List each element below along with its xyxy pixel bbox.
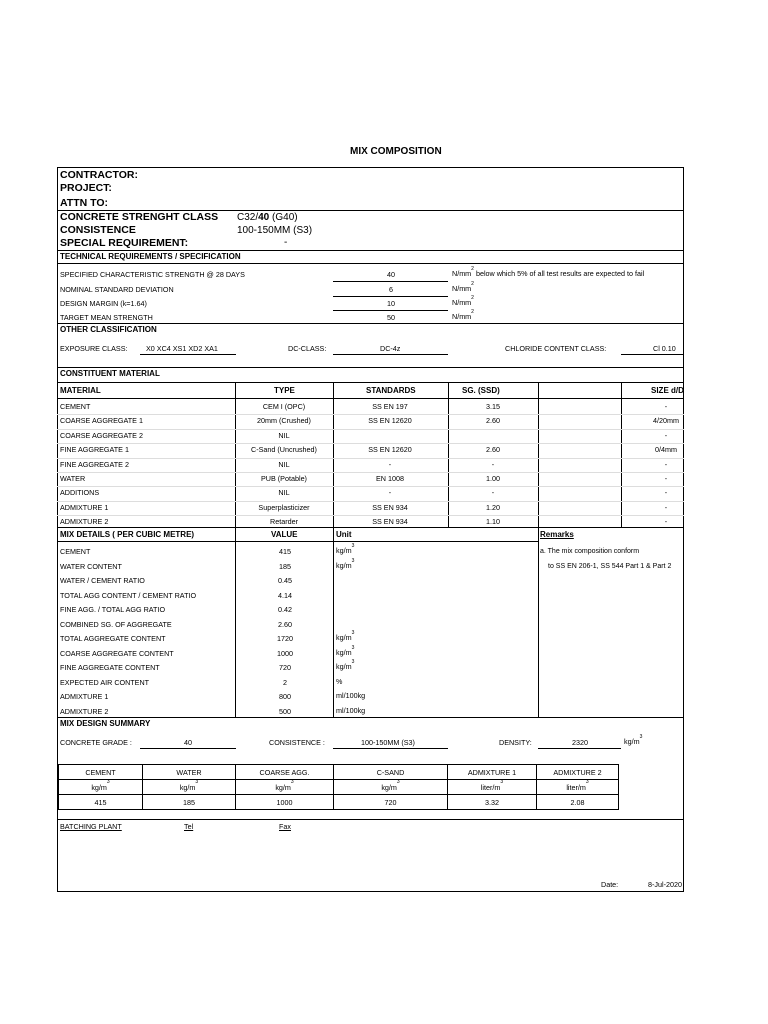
mix-label: COMBINED SG. OF AGGREGATE [60,620,172,629]
divider [57,717,684,718]
mix-unit: $kg/m^3$ [336,645,355,657]
summary-value: 1000 [236,795,334,810]
mix-value: 2.60 [278,620,292,629]
special-requirement-label: SPECIAL REQUIREMENT: [60,237,189,249]
tech-unit: $N/mm^2$ [452,281,474,293]
divider [57,541,539,542]
mix-label: FINE AGGREGATE CONTENT [60,663,160,672]
summary-header: ADMIXTURE 1 [448,765,537,780]
standard-cell: SS EN 197 [372,402,408,411]
mix-unit: % [336,677,343,686]
type-cell: NIL [278,431,290,440]
sg-cell: 2.60 [486,445,500,454]
sg-cell: 3.15 [486,402,500,411]
summary-header: C-SAND [334,765,448,780]
col-standards: STANDARDS [366,386,416,395]
fax-label: Fax [279,822,291,831]
date-label: Date: [601,880,619,889]
tech-unit: $N/mm^2$ below which 5% of all test results are expected to fail [452,266,645,278]
remarks-line-2: to SS EN 206-1, SS 544 Part 1 & Part 2 [548,563,672,570]
constituent-heading: CONSTITUENT MATERIAL [60,369,160,378]
tech-value: 10 [387,299,395,308]
summary-value: 2.08 [537,795,619,810]
material-cell: FINE AGGREGATE 1 [60,445,129,454]
summary-header: CEMENT [59,765,143,780]
summary-header: ADMIXTURE 2 [537,765,619,780]
dc-class-value: DC-4z [380,344,401,353]
mix-value: 4.14 [278,591,292,600]
class-suffix: (G40) [269,212,298,223]
tech-label: TARGET MEAN STRENGTH [60,313,153,322]
size-cell: - [664,474,668,483]
tel-label: Tel [184,822,194,831]
batching-plant-label: BATCHING PLANT [60,822,122,831]
size-cell: - [664,503,668,512]
summary-unit: liter/$m^3$ [448,780,537,795]
summary-table [58,764,619,810]
summary-consistence-value: 100-150MM (S3) [361,738,415,747]
summary-unit: $kg/m^3$ [334,780,448,795]
sg-cell: 2.60 [486,416,500,425]
exposure-label: EXPOSURE CLASS: [60,344,128,353]
mix-value: 1720 [277,634,293,643]
summary-heading: MIX DESIGN SUMMARY [60,719,151,728]
mix-unit: $kg/m^3$ [336,558,355,570]
project-label: PROJECT: [60,182,112,194]
sg-cell: 1.20 [486,503,500,512]
density-value: 2320 [572,738,588,747]
mix-unit: $kg/m^3$ [336,543,355,555]
row-divider [57,429,684,430]
sg-cell: 1.10 [486,517,500,526]
type-cell: Retarder [270,517,298,526]
consistence-label: CONSISTENCE [60,224,136,236]
frame-bottom [57,891,684,892]
chloride-value: Cl 0.10 [653,344,676,353]
tech-label: NOMINAL STANDARD DEVIATION [60,285,174,294]
mix-label: ADMIXTURE 2 [60,707,109,716]
sg-cell: - [491,460,495,469]
attn-label: ATTN TO: [60,197,109,209]
density-label: DENSITY: [499,738,532,747]
class-bold: 40 [258,212,270,223]
size-cell: - [664,402,668,411]
divider [57,398,684,399]
tech-value: 40 [387,270,395,279]
divider [57,819,684,820]
mix-value: 0.45 [278,576,292,585]
mix-value: 0.42 [278,605,292,614]
consistence-value: 100-150MM (S3) [237,225,313,236]
size-cell: 0/4mm [655,445,677,454]
summary-unit: $kg/m^3$ [143,780,236,795]
mix-unit: ml/100kg [336,691,366,700]
density-unit: $kg/m^3$ [624,734,643,746]
other-heading: OTHER CLASSIFICATION [60,325,157,334]
material-cell: COARSE AGGREGATE 2 [60,431,143,440]
divider [57,263,684,264]
tech-unit: $N/mm^2$ [452,309,474,321]
mix-label: ADMIXTURE 1 [60,692,109,701]
mix-value: 500 [279,707,291,716]
type-cell: PUB (Potable) [261,474,307,483]
sg-cell: 1.00 [486,474,500,483]
type-cell: NIL [278,488,290,497]
col-size: SIZE d/D [651,386,684,395]
divider [57,527,684,528]
row-divider [57,486,684,487]
col-type: TYPE [274,386,295,395]
mix-unit: ml/100kg [336,706,366,715]
size-cell: 4/20mm [653,416,679,425]
date-value: 8-Jul-2020 [648,880,682,889]
mix-label: WATER / CEMENT RATIO [60,576,145,585]
divider [57,367,684,368]
mix-unit: $kg/m^3$ [336,659,355,671]
summary-unit: $kg/m^3$ [236,780,334,795]
type-cell: 20mm (Crushed) [257,416,311,425]
summary-value: 185 [143,795,236,810]
type-cell: C-Sand (Uncrushed) [251,445,317,454]
sg-cell: - [491,488,495,497]
standard-cell: SS EN 934 [372,517,408,526]
remarks-header: Remarks [540,530,574,539]
material-cell: CEMENT [60,402,91,411]
mix-value-header: VALUE [271,530,298,539]
mix-label: WATER CONTENT [60,562,122,571]
material-cell: WATER [60,474,86,483]
material-cell: ADMIXTURE 1 [60,503,109,512]
standard-cell: - [388,488,392,497]
row-divider [57,472,684,473]
tech-heading: TECHNICAL REQUIREMENTS / SPECIFICATION [60,252,241,261]
row-divider [57,501,684,502]
tech-unit: $N/mm^2$ [452,295,474,307]
mix-label: TOTAL AGGREGATE CONTENT [60,634,166,643]
tech-label: SPECIFIED CHARACTERISTIC STRENGTH @ 28 DAYS [60,270,245,279]
document-title: MIX COMPOSITION [350,146,442,157]
tech-label: DESIGN MARGIN (k=1.64) [60,299,147,308]
dc-class-label: DC-CLASS: [288,344,327,353]
type-cell: NIL [278,460,290,469]
material-cell: COARSE AGGREGATE 1 [60,416,143,425]
mix-heading: MIX DETAILS ( PER CUBIC METRE) [60,530,195,539]
special-requirement-value: - [284,237,288,248]
class-prefix: C32/ [237,212,259,223]
remarks-line-1: a. The mix composition conform [540,548,640,555]
mix-value: 720 [279,663,291,672]
summary-consistence-label: CONSISTENCE : [269,738,325,747]
mix-value: 1000 [277,649,293,658]
tech-value: 50 [387,313,395,322]
size-cell: - [664,431,668,440]
summary-header: WATER [143,765,236,780]
row-divider [57,443,684,444]
summary-value: 3.32 [448,795,537,810]
col-material: MATERIAL [60,386,101,395]
standard-cell: SS EN 12620 [368,445,412,454]
standard-cell: - [388,460,392,469]
mix-label: COARSE AGGREGATE CONTENT [60,649,174,658]
summary-value: 415 [59,795,143,810]
tech-value: 6 [389,285,393,294]
divider [57,250,684,251]
grade-value: 40 [184,738,192,747]
size-cell: - [664,460,668,469]
strength-class-value [237,213,298,223]
mix-label: TOTAL AGG CONTENT / CEMENT RATIO [60,591,197,600]
mix-value: 415 [279,547,291,556]
mix-label: FINE AGG. / TOTAL AGG RATIO [60,605,166,614]
type-cell: CEM I (OPC) [262,402,306,411]
mix-value: 2 [283,678,287,687]
contractor-label: CONTRACTOR: [60,169,138,181]
divider [57,382,684,383]
mix-label: EXPECTED AIR CONTENT [60,678,150,687]
standard-cell: SS EN 934 [372,503,408,512]
frame-top [57,167,684,168]
row-divider [57,515,684,516]
summary-unit: liter/$m^3$ [537,780,619,795]
strength-class-label: CONCRETE STRENGHT CLASS [60,211,219,223]
material-cell: FINE AGGREGATE 2 [60,460,129,469]
type-cell: Superplasticizer [258,503,310,512]
summary-header: COARSE AGG. [236,765,334,780]
mix-value: 800 [279,692,291,701]
exposure-value: X0 XC4 XS1 XD2 XA1 [146,344,218,353]
material-cell: ADDITIONS [60,488,100,497]
standard-cell: SS EN 12620 [368,416,412,425]
grade-label: CONCRETE GRADE : [60,738,132,747]
frame-right [683,167,684,892]
row-divider [57,458,684,459]
chloride-label: CHLORIDE CONTENT CLASS: [505,344,607,353]
row-divider [57,414,684,415]
size-cell: - [664,488,668,497]
standard-cell: EN 1008 [376,474,404,483]
divider [57,323,684,324]
col-sg: SG. (SSD) [462,386,500,395]
mix-unit: $kg/m^3$ [336,630,355,642]
material-cell: ADMIXTURE 2 [60,517,109,526]
summary-unit: $kg/m^3$ [59,780,143,795]
summary-value: 720 [334,795,448,810]
size-cell: - [664,517,668,526]
mix-value: 185 [279,562,291,571]
mix-label: CEMENT [60,547,91,556]
mix-unit-header: Unit [336,530,352,539]
